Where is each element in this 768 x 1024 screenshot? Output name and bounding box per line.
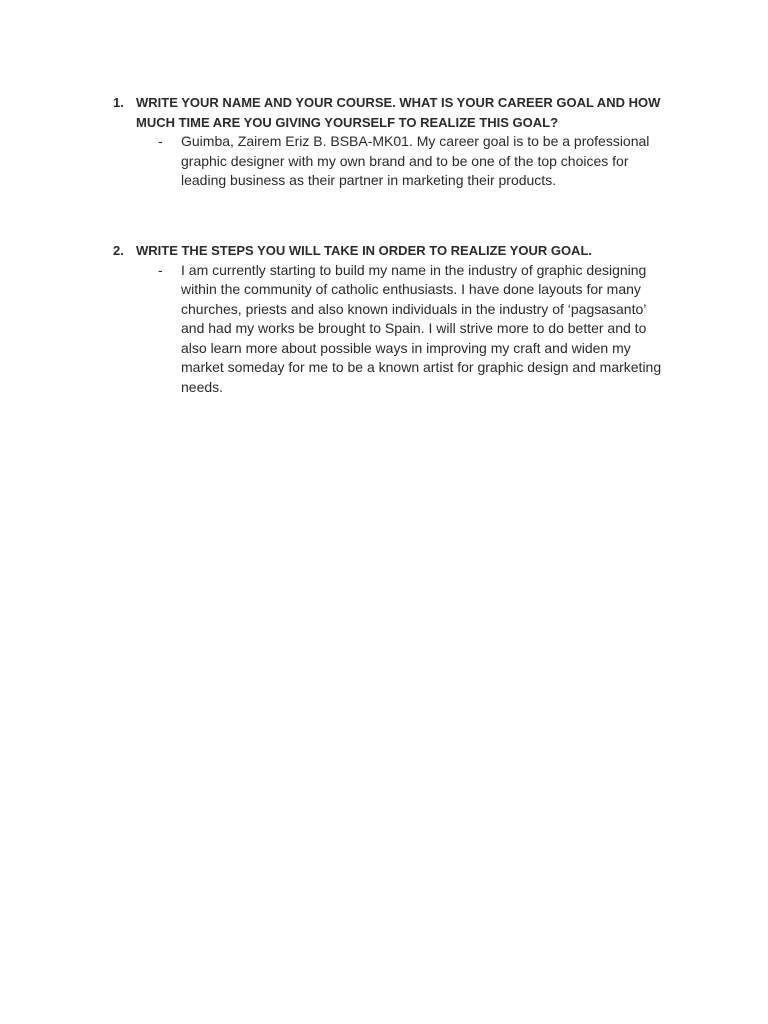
question-1 (113, 93, 673, 191)
question-1-text: WRITE YOUR NAME AND YOUR COURSE. WHAT IS YOUR CAREER GOAL AND HOW MUCH TIME ARE YOU GIVING YOURSELF TO REALIZE THIS GOAL? (136, 95, 661, 130)
question-1-answer-row (158, 132, 673, 191)
question-2-text: WRITE THE STEPS YOU WILL TAKE IN ORDER TO REALIZE YOUR GOAL. (136, 243, 592, 258)
question-1-answer: Guimba, Zairem Eriz B. BSBA-MK01. My career goal is to be a professional graphic designer with my own brand and to be one of the top choices for leading business as their partner in marketing their products. (181, 133, 650, 188)
question-2 (113, 241, 673, 397)
question-2-row (113, 241, 673, 261)
question-1-number: 1. (113, 95, 124, 110)
question-2-bullet: - (158, 261, 163, 278)
question-2-answer-row (158, 261, 673, 398)
question-1-row (113, 93, 673, 132)
question-2-number: 2. (113, 243, 124, 258)
question-2-answer: I am currently starting to build my name in the industry of graphic designing within the community of catholic enthusiasts. I have done layouts for many churches, priests and also known individuals in the industry of ‘pagsasanto’ and had my works be brought to Spain. I will strive more to do better and to also learn more about possible ways in improving my craft and widen my market someday for me to be a known artist for graphic design and marketing needs. (181, 261, 662, 395)
question-1-bullet: - (158, 133, 163, 149)
